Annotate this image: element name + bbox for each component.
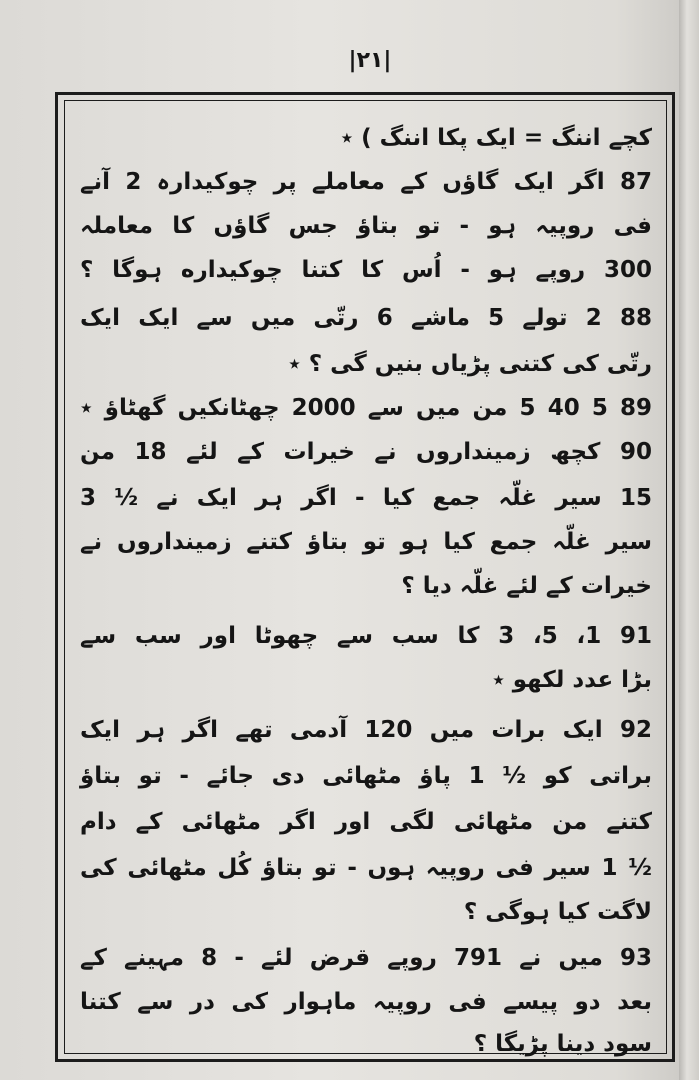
text-line: بعد دو پیسے فی روپیہ ماہوار کی در سے کتنا: [80, 989, 652, 1015]
text-line: 87 اگر ایک گاؤں کے معاملے پر چوکیدارہ 2 آنے: [80, 169, 652, 195]
text-line: لاگت کیا ہوگی ؟: [463, 899, 652, 925]
text-line: سیر غلّہ جمع کیا ہو تو بتاؤ کتنے زمینداروں نے: [80, 529, 652, 555]
text-line: 90 کچھ زمینداروں نے خیرات کے لئے 18 من: [80, 439, 652, 465]
text-line: سود دینا پڑیگا ؟: [473, 1031, 652, 1057]
text-line: فی روپیہ ہو - تو بتاؤ جس گاؤں کا معاملہ: [80, 213, 652, 239]
text-line: 92 ایک برات میں 120 آدمی تھے اگر ہر ایک: [80, 717, 652, 743]
text-line: 300 روپے ہو - اُس کا کتنا چوکیداره ہوگا ؟: [80, 257, 652, 283]
text-line: 93 میں نے 791 روپے قرض لئے - 8 مہینے کے: [80, 945, 652, 971]
text-line: 15 سیر غلّہ جمع کیا - اگر ہر ایک نے ½ 3: [80, 485, 652, 511]
page-number: |۲۱|: [348, 48, 392, 73]
text-line: 88 2 تولے 5 ماشے 6 رتّی میں سے ایک ایک: [80, 305, 653, 331]
text-line: بڑا عدد لکھو ٭: [492, 667, 652, 693]
text-line: براتی کو ½ 1 پاؤ مٹھائی دی جائے - تو بتاؤ: [80, 763, 652, 789]
text-line: ½ 1 سیر فی روپیہ ہوں - تو بتاؤ کُل مٹھائی کی: [80, 855, 652, 881]
text-line: رتّی کی کتنی پڑیاں بنیں گی ؟ ٭: [288, 351, 652, 377]
text-line: کچے اننگ = ایک پکا اننگ ) ٭: [340, 125, 652, 151]
text-line: 89 5 40 5 من میں سے 2000 چھٹانکیں گھٹاؤ ٭: [80, 395, 652, 421]
text-line: کتنے من مٹھائی لگی اور اگر مٹھائی کے دام: [80, 809, 652, 835]
book-spine: [679, 0, 699, 1080]
text-body: [80, 118, 653, 1057]
text-line: 91 1، 5، 3 کا سب سے چھوٹا اور سب سے: [80, 623, 652, 649]
text-line: خیرات کے لئے غلّہ دیا ؟: [401, 573, 652, 599]
